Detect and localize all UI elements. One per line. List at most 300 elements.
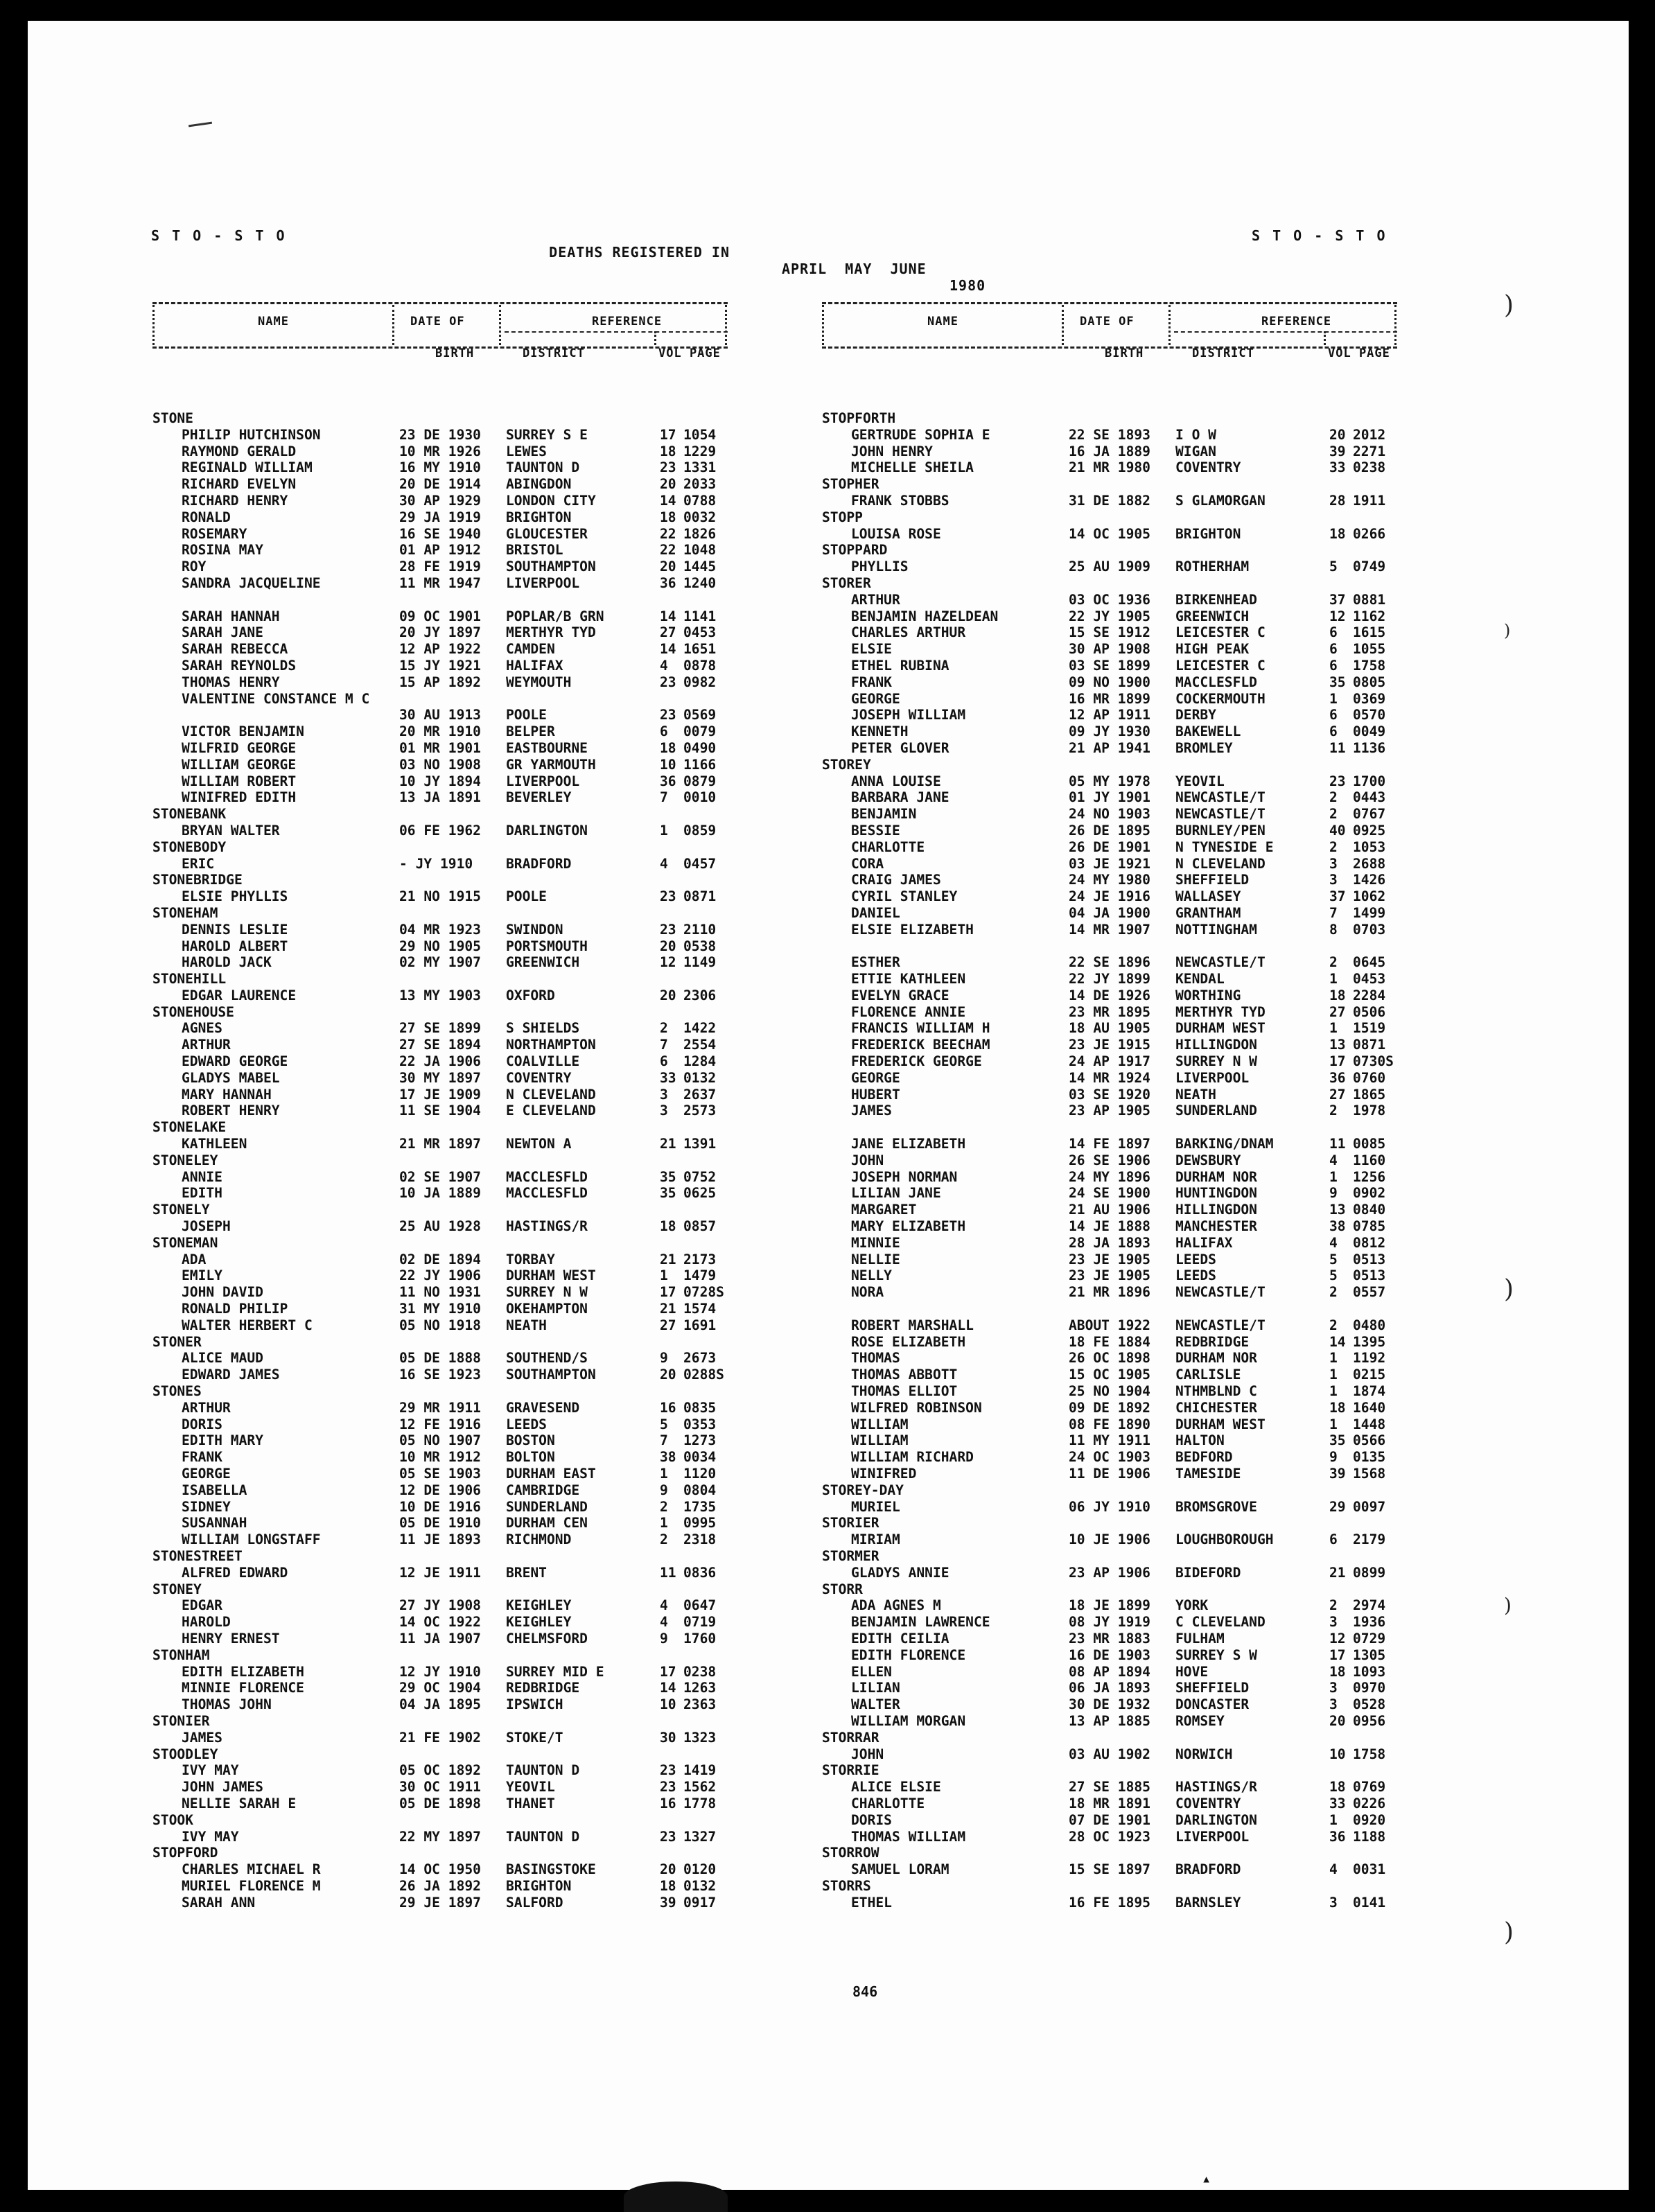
entry-row	[152, 1531, 728, 1548]
entry-birth-date: 30 MY 1897	[399, 1069, 481, 1086]
entry-volume: 9	[660, 1350, 668, 1367]
surname-heading	[152, 971, 728, 988]
entry-name: ETHEL	[851, 1894, 892, 1911]
entry-volume: 14	[1329, 1333, 1346, 1350]
surname-heading	[822, 476, 1397, 493]
entry-row	[152, 1861, 728, 1878]
entry-birth-date: 24 AP 1917	[1069, 1053, 1150, 1070]
entry-volume: 38	[1329, 1218, 1346, 1235]
entry-district: S SHIELDS	[506, 1020, 580, 1037]
header-birth: BIRTH	[435, 346, 475, 360]
entry-volume: 2	[1329, 954, 1338, 971]
entry-district: TAMESIDE	[1175, 1466, 1241, 1482]
entry-birth-date: 08 JY 1919	[1069, 1614, 1150, 1631]
entry-row	[822, 526, 1397, 543]
entry-row	[152, 691, 728, 708]
entry-volume: 39	[1329, 443, 1346, 459]
entry-volume: 18	[1329, 1779, 1346, 1796]
surname-text: STOOK	[152, 1811, 193, 1828]
entry-row	[152, 954, 728, 971]
entry-district: CHICHESTER	[1175, 1399, 1257, 1416]
entry-name: ELSIE	[851, 641, 892, 658]
entry-row	[152, 658, 728, 674]
entry-district: LEWES	[506, 443, 547, 459]
entry-volume: 5	[1329, 1267, 1338, 1284]
entry-birth-date: 31 MY 1910	[399, 1301, 481, 1317]
entry-district: LIVERPOOL	[506, 773, 580, 789]
entry-name: EDITH FLORENCE	[851, 1647, 966, 1663]
entry-row	[152, 789, 728, 806]
entry-page: 0920	[1353, 1811, 1386, 1828]
surname-text: STOREY-DAY	[822, 1482, 904, 1498]
entry-name: ELSIE ELIZABETH	[851, 921, 974, 938]
entry-page: 0835	[683, 1399, 717, 1416]
entry-district: BAKEWELL	[1175, 723, 1241, 740]
entry-volume: 6	[660, 1053, 668, 1070]
entry-volume: 29	[1329, 1498, 1346, 1515]
entry-volume: 35	[660, 1168, 676, 1185]
entry-birth-date: 18 MR 1891	[1069, 1795, 1150, 1811]
surname-text: STONEBRIDGE	[152, 872, 243, 888]
entry-volume: 28	[1329, 492, 1346, 509]
entry-volume: 18	[1329, 525, 1346, 542]
entry-name: EDITH CEILIA	[851, 1630, 949, 1647]
entry-page: 0238	[1353, 459, 1386, 476]
entry-name: WILLIAM MORGAN	[851, 1712, 966, 1729]
entry-birth-date: 25 NO 1904	[1069, 1383, 1150, 1400]
entry-birth-date: 23 JE 1905	[1069, 1267, 1150, 1284]
entry-row	[822, 1696, 1397, 1713]
entry-birth-date: 11 NO 1931	[399, 1284, 481, 1301]
entry-district: BIDEFORD	[1175, 1564, 1241, 1581]
entry-volume: 6	[1329, 707, 1338, 723]
entry-row	[152, 444, 728, 460]
entry-page: 0480	[1353, 1317, 1386, 1333]
entry-row	[152, 1136, 728, 1152]
entry-page: 0752	[683, 1168, 717, 1185]
entry-row	[152, 1087, 728, 1103]
entry-district: LEEDS	[506, 1416, 547, 1432]
entry-name: RONALD	[182, 509, 231, 525]
entry-name: CYRIL STANLEY	[851, 888, 958, 905]
entry-birth-date: 12 AP 1911	[1069, 707, 1150, 723]
entry-page: 1735	[683, 1498, 717, 1515]
entry-birth-date: 06 JY 1910	[1069, 1498, 1150, 1515]
entry-row	[152, 1317, 728, 1334]
entry-district: EASTBOURNE	[506, 739, 588, 756]
entry-district: GRANTHAM	[1175, 904, 1241, 921]
entry-row	[822, 1400, 1397, 1416]
entry-page: 1826	[683, 525, 717, 542]
entry-birth-date: 29 JA 1919	[399, 509, 481, 525]
entry-birth-date: 14 OC 1950	[399, 1861, 481, 1878]
entry-name: IVY MAY	[182, 1762, 239, 1779]
entry-district: COALVILLE	[506, 1053, 580, 1070]
entry-page: 0031	[1353, 1861, 1386, 1878]
entry-name: WILLIAM LONGSTAFF	[182, 1531, 321, 1548]
entry-page: 1874	[1353, 1383, 1386, 1400]
entry-volume: 23	[660, 1828, 676, 1845]
entry-district: LIVERPOOL	[506, 574, 580, 591]
entry-birth-date: 27 SE 1899	[399, 1020, 481, 1037]
entry-district: NEWCASTLE/T	[1175, 1317, 1266, 1333]
surname-heading	[152, 1746, 728, 1763]
entry-birth-date: 29 OC 1904	[399, 1680, 481, 1696]
entry-birth-date: 16 MR 1899	[1069, 690, 1150, 707]
entry-volume: 21	[660, 1251, 676, 1267]
entry-name: ADA AGNES M	[851, 1597, 941, 1614]
entry-birth-date: 21 AU 1906	[1069, 1202, 1150, 1218]
entry-birth-date: 05 DE 1888	[399, 1350, 481, 1367]
entry-birth-date: 09 NO 1900	[1069, 674, 1150, 690]
entry-district: FULHAM	[1175, 1630, 1225, 1647]
entry-name: THOMAS WILLIAM	[851, 1828, 966, 1845]
entry-page: 0453	[1353, 971, 1386, 988]
entry-birth-date: 14 FE 1897	[1069, 1136, 1150, 1152]
entry-volume: 36	[1329, 1069, 1346, 1086]
entry-birth-date: 13 AP 1885	[1069, 1712, 1150, 1729]
entry-district: BELPER	[506, 723, 555, 740]
entry-district: SHEFFIELD	[1175, 872, 1250, 888]
entry-birth-date: 23 DE 1930	[399, 426, 481, 443]
entry-name: ELLEN	[851, 1663, 892, 1680]
entry-name: JOHN HENRY	[851, 443, 933, 459]
entry-row	[152, 1218, 728, 1235]
entry-birth-date: 25 AU 1928	[399, 1218, 481, 1235]
entry-page: 0728S	[683, 1284, 724, 1301]
entry-volume: 20	[660, 476, 676, 493]
entry-page: 0805	[1353, 674, 1386, 690]
entry-volume: 23	[660, 459, 676, 476]
entry-volume: 23	[660, 707, 676, 723]
entry-volume: 27	[1329, 1003, 1346, 1020]
entry-row	[152, 1466, 728, 1482]
entry-row	[822, 1235, 1397, 1252]
entry-name: HUBERT	[851, 1086, 900, 1103]
entry-name: THOMAS HENRY	[182, 674, 280, 690]
entry-page: 1192	[1353, 1350, 1386, 1367]
surname-text: STONIER	[152, 1712, 210, 1729]
entry-name: MURIEL FLORENCE M	[182, 1877, 321, 1894]
entry-name: SUSANNAH	[182, 1515, 247, 1531]
entry-page: 1978	[1353, 1103, 1386, 1119]
entry-page: 0453	[683, 624, 717, 641]
entry-name: SARAH JANE	[182, 624, 263, 641]
entry-page: 1323	[683, 1729, 717, 1746]
entry-volume: 10	[660, 1696, 676, 1713]
entry-birth-date: 15 SE 1912	[1069, 624, 1150, 641]
entry-district: DARLINGTON	[506, 822, 588, 839]
entry-page: 1519	[1353, 1020, 1386, 1037]
entry-volume: 37	[1329, 888, 1346, 905]
entry-district: BURNLEY/PEN	[1175, 822, 1266, 839]
entry-row	[152, 526, 728, 543]
surname-heading	[152, 872, 728, 888]
entry-birth-date: 18 AU 1905	[1069, 1020, 1150, 1037]
entry-district: BOSTON	[506, 1432, 555, 1449]
entry-volume: 23	[660, 1762, 676, 1779]
entry-birth-date: 18 JE 1899	[1069, 1597, 1150, 1614]
entry-row	[822, 1861, 1397, 1878]
entry-volume: 21	[660, 1136, 676, 1152]
entry-page: 0369	[1353, 690, 1386, 707]
entry-row	[822, 1416, 1397, 1433]
surname-heading	[152, 1004, 728, 1021]
entry-name: EVELYN GRACE	[851, 987, 949, 1003]
entry-volume: 1	[1329, 1416, 1338, 1432]
surname-text: STOPHER	[822, 476, 879, 493]
entry-birth-date: 27 JY 1908	[399, 1597, 481, 1614]
entry-district: ROTHERHAM	[1175, 559, 1250, 575]
entry-district: DURHAM CEN	[506, 1515, 588, 1531]
entry-volume: 20	[660, 938, 676, 954]
entry-district: LONDON CITY	[506, 492, 596, 509]
entry-name: EMILY	[182, 1267, 222, 1284]
header-divider	[654, 331, 656, 345]
hole-punch-mark: )	[1504, 1594, 1512, 1617]
entry-birth-date: 14 JE 1888	[1069, 1218, 1150, 1235]
entry-district: NORWICH	[1175, 1746, 1233, 1762]
entry-district: GREENWICH	[1175, 608, 1250, 624]
entry-volume: 20	[660, 987, 676, 1003]
entry-birth-date: 29 NO 1905	[399, 938, 481, 954]
entry-volume: 1	[1329, 1811, 1338, 1828]
entry-district: CAMDEN	[506, 641, 555, 658]
entry-volume: 1	[1329, 1367, 1338, 1383]
header-divider	[822, 305, 824, 345]
entry-district: MERTHYR TYD	[506, 624, 596, 641]
entry-name: ALICE ELSIE	[851, 1779, 941, 1796]
entry-name: ANNA LOUISE	[851, 773, 941, 789]
entry-volume: 11	[1329, 1136, 1346, 1152]
entry-name: BENJAMIN LAWRENCE	[851, 1614, 990, 1631]
entry-birth-date: 04 JA 1895	[399, 1696, 481, 1713]
surname-text: STOREY	[822, 756, 871, 773]
header-vol-page: VOL PAGE	[658, 346, 721, 360]
surname-heading	[152, 1202, 728, 1218]
entry-name: VICTOR BENJAMIN	[182, 723, 304, 740]
entry-birth-date: 21 MR 1896	[1069, 1284, 1150, 1301]
entry-page: 2173	[683, 1251, 717, 1267]
entry-page: 0506	[1353, 1003, 1386, 1020]
surname-heading	[822, 1548, 1397, 1565]
entry-row	[822, 1449, 1397, 1466]
entry-row	[152, 1053, 728, 1070]
header-date-of: DATE OF	[410, 315, 465, 328]
entry-row	[822, 1252, 1397, 1268]
entry-name: ROSINA MAY	[182, 542, 263, 559]
entry-birth-date: 21 MR 1897	[399, 1136, 481, 1152]
entry-name: SARAH HANNAH	[182, 608, 280, 624]
entry-district: HILLINGDON	[1175, 1202, 1257, 1218]
entry-volume: 3	[1329, 1696, 1338, 1713]
entry-birth-date: 26 OC 1898	[1069, 1350, 1150, 1367]
entry-birth-date: 23 MR 1883	[1069, 1630, 1150, 1647]
entry-volume: 6	[1329, 1531, 1338, 1548]
entry-row	[152, 922, 728, 938]
entry-name: VALENTINE CONSTANCE M C	[182, 690, 370, 707]
entry-birth-date: 22 JY 1899	[1069, 971, 1150, 988]
entry-row	[822, 1664, 1397, 1680]
surname-heading	[152, 1383, 728, 1400]
entry-volume: 11	[660, 1564, 676, 1581]
entry-name: ETHEL RUBINA	[851, 657, 949, 674]
entry-name: JOHN DAVID	[182, 1284, 263, 1301]
entry-row	[822, 905, 1397, 922]
entry-volume: 14	[660, 641, 676, 658]
entry-row	[822, 691, 1397, 708]
entry-row	[822, 872, 1397, 888]
entry-birth-date: 21 AP 1941	[1069, 739, 1150, 756]
entry-row	[152, 1449, 728, 1466]
header-date-of: DATE OF	[1080, 315, 1135, 328]
entry-district: CAMBRIDGE	[506, 1482, 580, 1498]
entry-name: WILLIAM	[851, 1432, 909, 1449]
entry-row	[152, 1367, 728, 1383]
entry-page: 0132	[683, 1877, 717, 1894]
entry-page: 2033	[683, 476, 717, 493]
entry-district: TAUNTON D	[506, 1828, 580, 1845]
entry-name: FREDERICK BEECHAM	[851, 1037, 990, 1053]
entry-name: CHARLOTTE	[851, 839, 925, 855]
entry-row	[152, 575, 728, 592]
entry-volume: 36	[660, 773, 676, 789]
page-number: 846	[852, 1983, 878, 2000]
entry-district: S GLAMORGAN	[1175, 492, 1266, 509]
entry-birth-date: 15 OC 1905	[1069, 1367, 1150, 1383]
entry-district: BRIGHTON	[506, 509, 572, 525]
entry-birth-date: 14 OC 1922	[399, 1614, 481, 1631]
surname-text: STOPP	[822, 509, 863, 525]
entry-birth-date: 15 SE 1897	[1069, 1861, 1150, 1878]
entry-name: SARAH ANN	[182, 1894, 256, 1911]
entry-birth-date: 28 OC 1923	[1069, 1828, 1150, 1845]
entry-volume: 12	[1329, 608, 1346, 624]
entry-district: THANET	[506, 1795, 555, 1811]
entry-row	[822, 1004, 1397, 1021]
entry-row	[822, 1169, 1397, 1186]
entry-birth-date: 11 DE 1906	[1069, 1466, 1150, 1482]
entry-row	[822, 1631, 1397, 1647]
header-divider	[1062, 305, 1064, 345]
entry-page: 0840	[1353, 1202, 1386, 1218]
entry-volume: 18	[660, 1218, 676, 1235]
entry-volume: 9	[1329, 1449, 1338, 1466]
entry-page: 2318	[683, 1531, 717, 1548]
entry-page: 2673	[683, 1350, 717, 1367]
entry-birth-date: ABOUT 1922	[1069, 1317, 1150, 1333]
entry-row	[822, 1829, 1397, 1845]
entry-district: BARNSLEY	[1175, 1894, 1241, 1911]
entry-district: KEIGHLEY	[506, 1597, 572, 1614]
entry-volume: 20	[660, 1861, 676, 1878]
entry-district: DURHAM WEST	[1175, 1020, 1266, 1037]
entry-birth-date: 10 DE 1916	[399, 1498, 481, 1515]
entry-volume: 20	[660, 559, 676, 575]
entry-name: THOMAS	[851, 1350, 900, 1367]
entry-birth-date: 24 OC 1903	[1069, 1449, 1150, 1466]
entry-district: DURHAM NOR	[1175, 1168, 1257, 1185]
entry-birth-date: 09 OC 1901	[399, 608, 481, 624]
entry-name: BESSIE	[851, 822, 900, 839]
entry-volume: 39	[660, 1894, 676, 1911]
entry-page: 0836	[683, 1564, 717, 1581]
entry-row	[152, 707, 728, 723]
entry-name: RAYMOND GERALD	[182, 443, 297, 459]
entry-birth-date: 30 OC 1911	[399, 1779, 481, 1796]
entry-volume: 30	[660, 1729, 676, 1746]
entry-row	[822, 723, 1397, 740]
entry-page: 0719	[683, 1614, 717, 1631]
entry-page: 0956	[1353, 1712, 1386, 1729]
entry-district: YEOVIL	[1175, 773, 1225, 789]
entry-volume: 17	[660, 1663, 676, 1680]
entry-row	[152, 757, 728, 773]
entry-row	[152, 938, 728, 955]
entry-district: BRISTOL	[506, 542, 563, 559]
entry-volume: 6	[1329, 641, 1338, 658]
entry-district: STOKE/T	[506, 1729, 563, 1746]
entry-page: 1093	[1353, 1663, 1386, 1680]
entry-page: 0034	[683, 1449, 717, 1466]
entry-district: NEWCASTLE/T	[1175, 789, 1266, 806]
entry-volume: 27	[1329, 1086, 1346, 1103]
entry-district: BRIGHTON	[506, 1877, 572, 1894]
entry-birth-date: 16 SE 1923	[399, 1367, 481, 1383]
surname-text: STORMER	[822, 1547, 879, 1564]
surname-heading	[152, 1235, 728, 1252]
entry-page: 0767	[1353, 806, 1386, 823]
entry-row	[152, 1597, 728, 1614]
entry-district: DURHAM WEST	[1175, 1416, 1266, 1432]
entry-district: SURREY MID E	[506, 1663, 604, 1680]
header-reference: REFERENCE	[592, 315, 663, 328]
entry-page: 0925	[1353, 822, 1386, 839]
entry-row	[152, 1400, 728, 1416]
entry-district: CHELMSFORD	[506, 1630, 588, 1647]
entry-row	[822, 1152, 1397, 1169]
entry-district: LEEDS	[1175, 1251, 1216, 1267]
entry-page: 1479	[683, 1267, 717, 1284]
entry-row	[822, 823, 1397, 839]
entry-volume: 2	[1329, 1597, 1338, 1614]
entry-birth-date: 11 MY 1911	[1069, 1432, 1150, 1449]
entry-district: SUNDERLAND	[1175, 1103, 1257, 1119]
entry-volume: 2	[1329, 1317, 1338, 1333]
entry-birth-date: 05 NO 1907	[399, 1432, 481, 1449]
entry-page: 0490	[683, 739, 717, 756]
header-rule-reference	[505, 331, 728, 333]
entry-page: 1062	[1353, 888, 1386, 905]
entry-page: 1936	[1353, 1614, 1386, 1631]
entry-district: RICHMOND	[506, 1531, 572, 1548]
surname-heading	[152, 1713, 728, 1730]
entry-district: HOVE	[1175, 1663, 1209, 1680]
entry-page: 0353	[683, 1416, 717, 1432]
entry-row	[822, 641, 1397, 658]
entry-page: 2554	[683, 1037, 717, 1053]
entry-birth-date: 13 JA 1891	[399, 789, 481, 806]
entry-volume: 20	[660, 1367, 676, 1383]
entry-district: TORBAY	[506, 1251, 555, 1267]
entry-birth-date: 22 SE 1893	[1069, 426, 1150, 443]
entry-row	[152, 641, 728, 658]
entry-birth-date: 23 MR 1895	[1069, 1003, 1150, 1020]
surname-text: STORROW	[822, 1845, 879, 1861]
entry-row	[152, 674, 728, 691]
entry-name: BRYAN WALTER	[182, 822, 280, 839]
entry-district: E CLEVELAND	[506, 1103, 596, 1119]
